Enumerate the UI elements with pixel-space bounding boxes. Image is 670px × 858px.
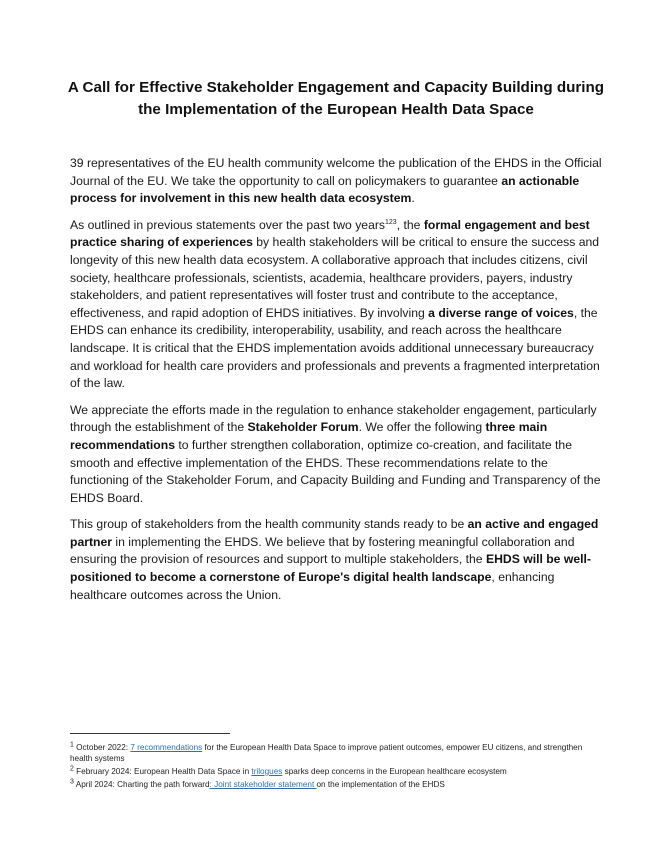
page-title — [58, 77, 614, 121]
emphasis-text: a diverse range of voices — [428, 305, 574, 320]
footnotes — [70, 742, 605, 791]
emphasis-text: EHDS will be well-positioned to become a cornerstone of Europe's digital health landscape — [70, 552, 591, 585]
footnote-3: $^3$ April 2024: Charting the path forward: Joint stakeholder statement on the implementation of the EHDS — [70, 777, 445, 789]
paragraph-closing: This group of stakeholders from the health community stands ready to be an active and engaged partner in implementing the EHDS. We believe that by fostering meaningful collaboration and ensuring the provision of resources and support to multiple stakeholders, the EHDS will be well-positioned to become a cornerstone of Europe's digital health landscape, enhancing healthcare outcomes across the Union. — [70, 517, 599, 602]
footnote-link-recommendations[interactable]: 7 recommendations — [130, 743, 203, 752]
title-line-1: A Call for Effective Stakeholder Engagement and Capacity Building during — [67, 79, 605, 96]
footnote-link-trilogues[interactable]: trilogues — [251, 766, 283, 776]
paragraph-engagement: As outlined in previous statements over the past two years$^{123}$, the formal engagement and best practice sharing of experiences by health stakeholders will be critical to ensure the success and longevity of this new health data ecosystem. A collaborative approach that includes citizens, civil society, healthcare professionals, scientists, academia, healthcare providers, payers, industry stakeholders, and patient representatives will foster trust and contribute to the acceptance, effectiveness, and rapid adoption of EHDS initiatives. By involving a diverse range of voices, the EHDS can enhance its credibility, interoperability, usability, and reach across the healthcare landscape. It is critical that the EHDS implementation avoids additional unnecessary bureaucracy and workload for health care providers and professionals and prevents a fragmented interpretation of the law. — [70, 217, 600, 391]
footnote-divider — [70, 733, 230, 734]
emphasis-text: three main recommendations — [70, 420, 548, 452]
emphasis-text: an active and engaged partner — [70, 517, 599, 549]
footnote-reference: 123 — [385, 218, 397, 226]
title-line-2: the Implementation of the European Health Data Space — [138, 101, 534, 118]
footnote-2: $^2$ February 2024: European Health Data Space in trilogues sparks deep concerns in the European healthcare ecosystem — [70, 765, 507, 776]
paragraph-recommendations: We appreciate the efforts made in the regulation to enhance stakeholder engagement, particularly through the establishment of the Stakeholder Forum. We offer the following three main recommendations to further strengthen collaboration, optimize co-creation, and facilitate the smooth and effective implementation of the EHDS. These recommendations relate to the functioning of the Stakeholder Forum, and Capacity Building and Funding and Transparency of the EHDS Board. — [70, 402, 601, 505]
emphasis-text: formal engagement and best practice sharing of experiences — [70, 217, 590, 250]
emphasis-text: an actionable process for involvement in this new health data ecosystem — [70, 173, 580, 206]
paragraph-intro: 39 representatives of the EU health community welcome the publication of the EHDS in the Official Journal of the EU. We take the opportunity to call on policymakers to guarantee an actionable process for involvement in this new health data ecosystem. — [70, 156, 602, 206]
footnote-1: $^1$ October 2022: 7 recommendations for the European Health Data Space to improve patient outcomes, empower EU citizens, and strengthen health systems — [70, 741, 583, 764]
emphasis-text: Stakeholder Forum — [247, 420, 359, 435]
body-text — [70, 155, 602, 613]
footnote-link-joint-statement[interactable]: : Joint stakeholder statement — [209, 779, 317, 789]
